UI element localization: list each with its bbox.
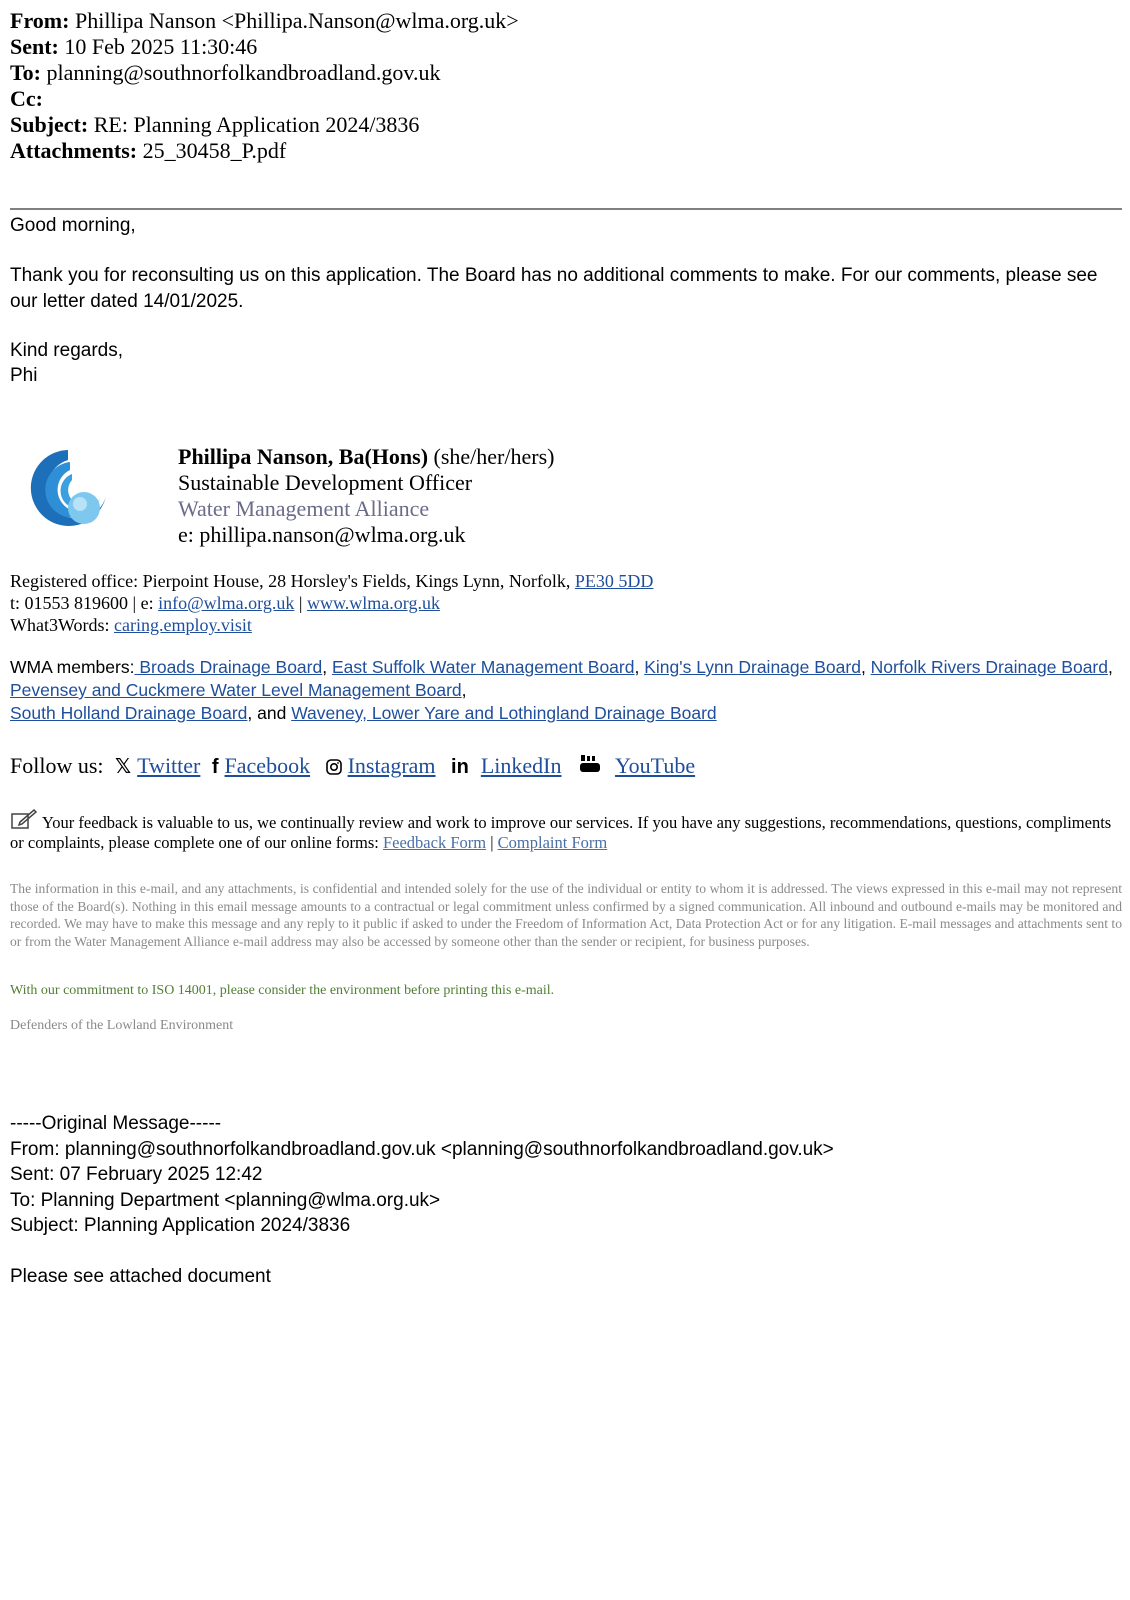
- original-sent: Sent: 07 February 2025 12:42: [10, 1164, 263, 1185]
- member-link-east-suffolk[interactable]: East Suffolk Water Management Board: [331, 657, 635, 677]
- linkedin-link[interactable]: LinkedIn: [480, 753, 562, 778]
- wma-members: WMA members: Broads Drainage Board, East Suffolk Water Management Board, King's Lynn Drainage Board, Norfolk Rivers Drainage Board, Pevensey and Cuckmere Water Level Management Board, South Holland Drainage Board, and Waveney, Lower Yare and Lothingland Drainage Board: [10, 657, 1113, 723]
- wma-logo: [26, 446, 110, 530]
- attachment-file[interactable]: 25_30458_P.pdf: [142, 138, 287, 163]
- info-email-link[interactable]: info@wlma.org.uk: [158, 593, 295, 613]
- header-divider: [10, 208, 1122, 210]
- member-link-south-holland[interactable]: South Holland Drainage Board: [10, 703, 248, 723]
- iso-note: With our commitment to ISO 14001, please consider the environment before printing this e-mail.: [10, 983, 555, 998]
- feedback-pen-icon: [10, 808, 38, 832]
- feedback-form-link[interactable]: Feedback Form: [382, 833, 487, 852]
- postcode-link[interactable]: PE30 5DD: [574, 571, 654, 591]
- email-header: [10, 8, 519, 164]
- to-line: To: planning@southnorfolkandbroadland.gov.uk: [10, 60, 441, 85]
- follow-us: Follow us: 𝕏 Twitter f Facebook Instagram in LinkedIn YouTube: [10, 753, 696, 778]
- sent-line: Sent: 10 Feb 2025 11:30:46: [10, 34, 258, 59]
- member-link-broads[interactable]: Broads Drainage Board: [134, 657, 323, 677]
- feedback-note: Your feedback is valuable to us, we continually review and work to improve our services. If you have any suggestions, recommendations, questions, compliments or complaints, please complete one of our online forms: Feedback Form | Complaint Form: [10, 808, 1120, 853]
- to-value: planning@southnorfolkandbroadland.gov.uk: [46, 60, 441, 85]
- attachments-line: Attachments: 25_30458_P.pdf: [10, 138, 287, 163]
- facebook-link[interactable]: Facebook: [224, 753, 311, 778]
- greeting: Good morning,: [10, 215, 136, 236]
- facebook-icon[interactable]: f: [211, 756, 219, 778]
- closing: Kind regards,: [10, 340, 124, 361]
- member-link-pevensey[interactable]: Pevensey and Cuckmere Water Level Management Board: [10, 680, 462, 700]
- what3words-link[interactable]: caring.employ.visit: [114, 615, 252, 635]
- tagline: Defenders of the Lowland Environment: [10, 1018, 234, 1033]
- instagram-icon[interactable]: [326, 759, 342, 775]
- member-link-kings-lynn[interactable]: King's Lynn Drainage Board: [644, 657, 861, 677]
- body-paragraph: Thank you for reconsulting us on this application. The Board has no additional comments to make. For our comments, please see our letter dated 14/01/2025.: [10, 265, 1098, 312]
- x-icon[interactable]: 𝕏: [115, 754, 132, 778]
- website-link[interactable]: www.wlma.org.uk: [306, 593, 440, 613]
- original-to: To: Planning Department <planning@wlma.org.uk>: [10, 1189, 441, 1211]
- sent-value: 10 Feb 2025 11:30:46: [64, 34, 258, 59]
- pronouns: (she/her/hers): [428, 444, 555, 469]
- twitter-link[interactable]: Twitter: [137, 753, 201, 778]
- complaint-form-link[interactable]: Complaint Form: [497, 833, 608, 852]
- original-subject: Subject: Planning Application 2024/3836: [10, 1215, 351, 1236]
- from-value: Phillipa Nanson <Phillipa.Nanson@wlma.org.uk>: [74, 8, 519, 33]
- signature-block: [178, 444, 554, 548]
- instagram-link[interactable]: Instagram: [347, 753, 436, 778]
- confidentiality-disclaimer: The information in this e-mail, and any attachments, is confidential and intended solely for the use of the individual or entity to whom it is addressed. The views expressed in this e-mail may not represent those of the Board(s). Nothing in this email message amounts to a contractual or legal commitment unless confirmed by a signed communication. All inbound and outbound e-mails may be monitored and recorded. We may have to make this message and any reply to it public if asked to under the Freedom of Information Act, Data Protection Act or for any litigation. E-mail messages and attachments sent to or from the Water Management Alliance e-mail address may also be accessed by someone other than the sender or recipient, for business purposes.: [10, 881, 1122, 949]
- from-line: From: Phillipa Nanson <Phillipa.Nanson@wlma.org.uk>: [10, 8, 519, 33]
- job-title: Sustainable Development Officer: [178, 470, 473, 495]
- signature-email: e: phillipa.nanson@wlma.org.uk: [178, 522, 466, 547]
- original-body: Please see attached document: [10, 1265, 271, 1287]
- member-link-waveney[interactable]: Waveney, Lower Yare and Lothingland Drainage Board: [291, 703, 717, 723]
- youtube-link[interactable]: YouTube: [614, 753, 696, 778]
- linkedin-icon[interactable]: in: [451, 756, 469, 778]
- member-link-norfolk-rivers[interactable]: Norfolk Rivers Drainage Board: [870, 657, 1108, 677]
- original-message: [10, 1111, 834, 1289]
- subject-value: RE: Planning Application 2024/3836: [93, 112, 420, 137]
- sign-off-name: Phi: [10, 365, 38, 386]
- signature-name: Phillipa Nanson, Ba(Hons): [178, 444, 429, 469]
- original-from: From: planning@southnorfolkandbroadland.gov.uk <planning@southnorfolkandbroadland.gov.uk>: [10, 1138, 834, 1160]
- youtube-icon[interactable]: [579, 753, 601, 773]
- organisation: Water Management Alliance: [178, 496, 430, 521]
- original-divider: -----Original Message-----: [10, 1113, 222, 1134]
- cc-line: Cc:: [10, 86, 43, 111]
- subject-line: Subject: RE: Planning Application 2024/3836: [10, 112, 420, 137]
- office-details: Registered office: Pierpoint House, 28 Horsley's Fields, Kings Lynn, Norfolk, PE30 5DD t: 01553 819600 | e: info@wlma.org.uk | www.wlma.org.uk What3Words: caring.employ.visit: [10, 571, 654, 635]
